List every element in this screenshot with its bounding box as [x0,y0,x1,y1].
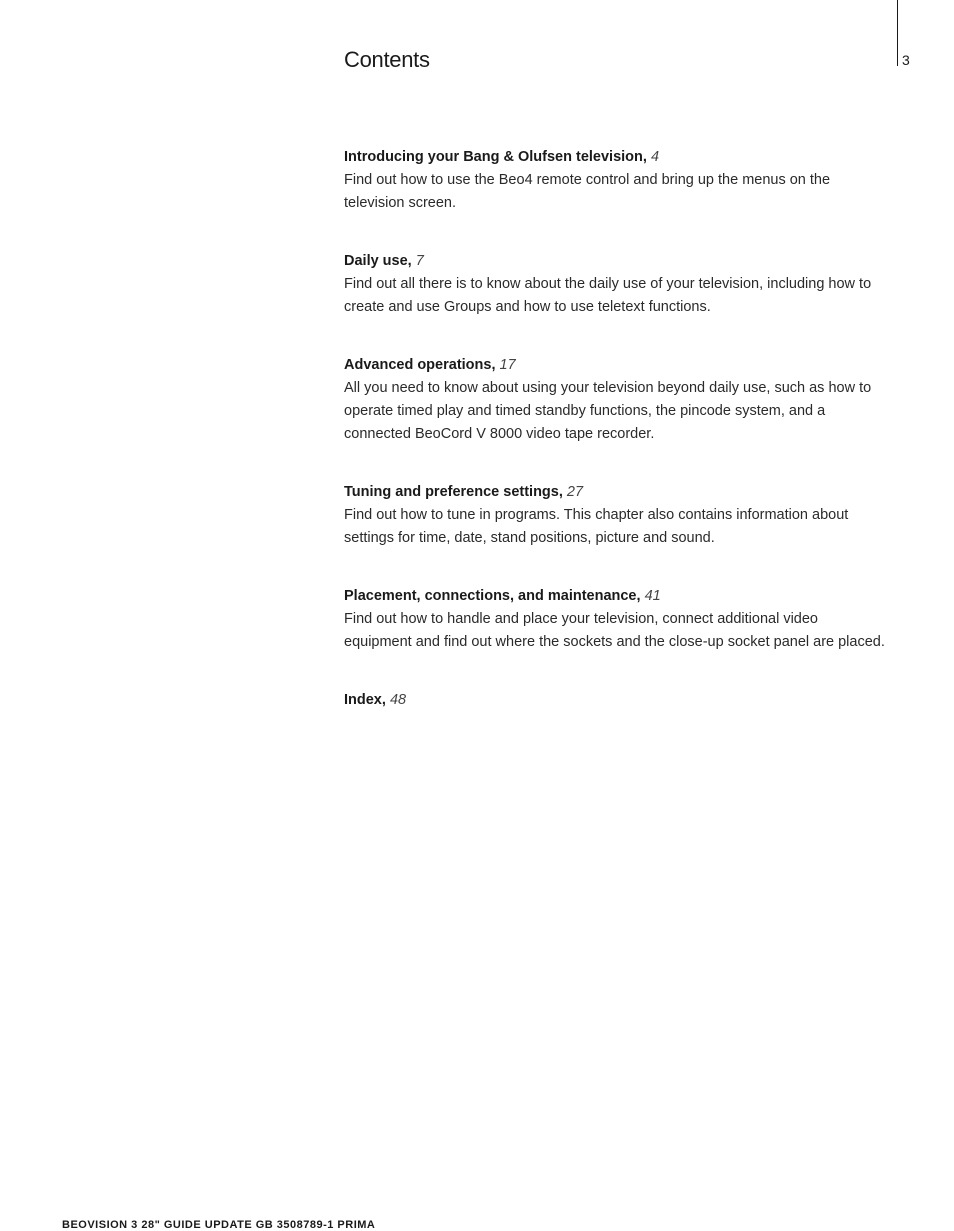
toc-page-number: 7 [415,253,424,269]
toc-title: Tuning and preference settings, [344,484,563,500]
page-rule [897,0,898,66]
toc-description: Find out how to tune in programs. This chapter also contains information about settings for time, date, stand positions, picture and sound. [344,507,849,546]
toc-description: Find out how to handle and place your television, connect additional video equipment and find out where the sockets and the close-up socket panel are placed. [344,611,885,650]
toc-heading [344,354,889,377]
toc-entry-placement [344,585,889,654]
toc-heading [344,481,889,504]
toc-heading [344,146,889,169]
toc-title: Daily use, [344,253,412,269]
toc-page-number: 27 [566,484,584,500]
toc-heading [344,689,889,712]
toc-entry-index [344,689,889,712]
toc-page-number: 48 [389,692,407,708]
toc-entry-introducing [344,146,889,215]
toc-heading [344,585,889,608]
toc-title: Advanced operations, [344,357,496,373]
footer-print-slug: BEOVISION 3 28" GUIDE UPDATE GB 3508789-1 PRIMA [62,1219,376,1231]
toc-page-number: 4 [650,149,660,165]
toc-entry-advanced-operations [344,354,889,446]
toc-title: Placement, connections, and maintenance, [344,588,641,604]
toc-title: Introducing your Bang & Olufsen television, [344,149,647,165]
toc-description: All you need to know about using your television beyond daily use, such as how to operate timed play and timed standby functions, the pincode system, and a connected BeoCord V 8000 video tape recorder. [344,380,872,442]
toc-page-number: 41 [644,588,661,604]
toc-page-number: 17 [499,357,516,373]
toc-description: Find out how to use the Beo4 remote control and bring up the menus on the television screen. [344,172,831,211]
toc-entry-daily-use [344,250,889,319]
table-of-contents [344,146,889,747]
toc-entry-tuning [344,481,889,550]
toc-description: Find out all there is to know about the daily use of your television, including how to create and use Groups and how to use teletext functions. [344,276,872,315]
toc-heading [344,250,889,273]
page-number: 3 [902,52,910,68]
page-title: Contents [344,47,430,72]
toc-title: Index, [344,692,386,708]
